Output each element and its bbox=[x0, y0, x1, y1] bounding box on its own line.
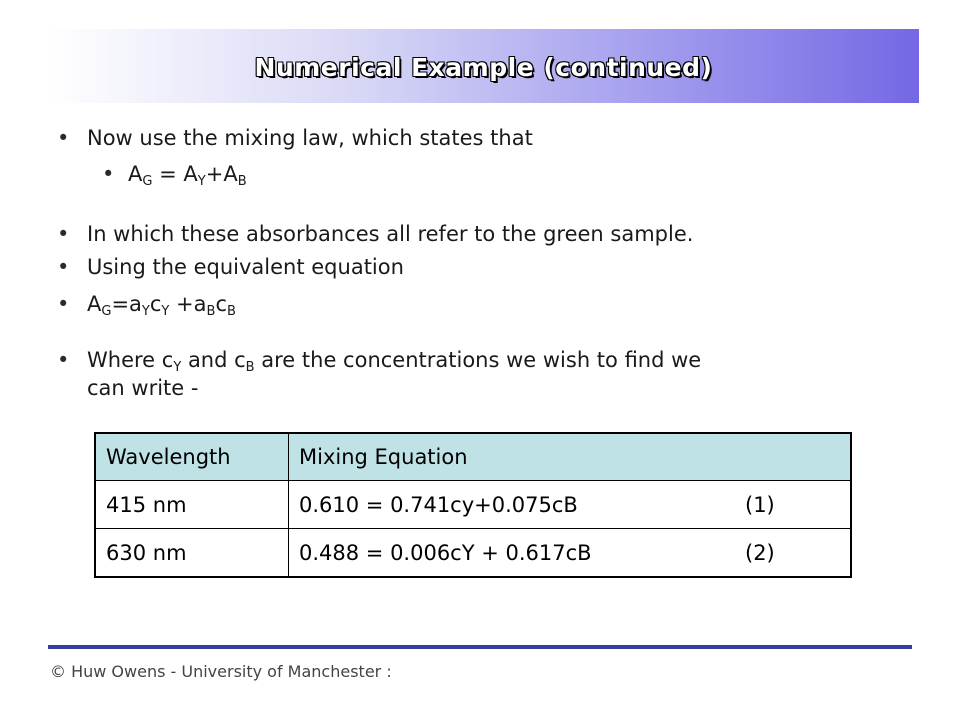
header-wavelength: Wavelength bbox=[95, 433, 289, 481]
footer-divider bbox=[48, 645, 912, 649]
bullet-mixing-law: • Now use the mixing law, which states that bbox=[57, 126, 533, 150]
bullet-dot: • bbox=[57, 255, 70, 279]
mixing-equations-table bbox=[94, 432, 852, 578]
cell-wavelength: 415 nm bbox=[95, 481, 289, 529]
cell-equation: 0.488 = 0.006cY + 0.617cB (2) bbox=[289, 529, 852, 578]
cell-equation: 0.610 = 0.741cy+0.075cB (1) bbox=[289, 481, 852, 529]
bullet-dot: • bbox=[57, 126, 70, 150]
table-row bbox=[95, 529, 851, 578]
bullet-dot: • bbox=[57, 292, 70, 316]
bullet-concentrations-continued: can write - bbox=[87, 376, 199, 400]
footer-copyright: © Huw Owens - University of Manchester : bbox=[50, 662, 392, 681]
sub-bullet-mixing-equation: • $A_G = A_Y+A_B$ bbox=[102, 162, 247, 189]
bullet-equivalent-equation: • Using the equivalent equation bbox=[57, 255, 404, 279]
table-row bbox=[95, 481, 851, 529]
bullet-concentrations: • Where $c_Y$ and $c_B$ are the concentrations we wish to find we bbox=[57, 348, 702, 375]
equation-number: (1) bbox=[745, 492, 775, 517]
table-header-row bbox=[95, 433, 851, 481]
bullet-dot: • bbox=[102, 162, 115, 186]
bullet-dot: • bbox=[57, 222, 70, 246]
cell-wavelength: 630 nm bbox=[95, 529, 289, 578]
bullet-green-sample: • In which these absorbances all refer to the green sample. bbox=[57, 222, 694, 246]
bullet-absorbance-equation: • $A_G=a_Yc_Y +a_Bc_B$ bbox=[57, 292, 236, 319]
equation-number: (2) bbox=[745, 540, 775, 565]
bullet-dot: • bbox=[57, 348, 70, 372]
header-mixing-equation: Mixing Equation bbox=[289, 433, 852, 481]
slide-title: Numerical Example (continued) bbox=[254, 53, 713, 82]
